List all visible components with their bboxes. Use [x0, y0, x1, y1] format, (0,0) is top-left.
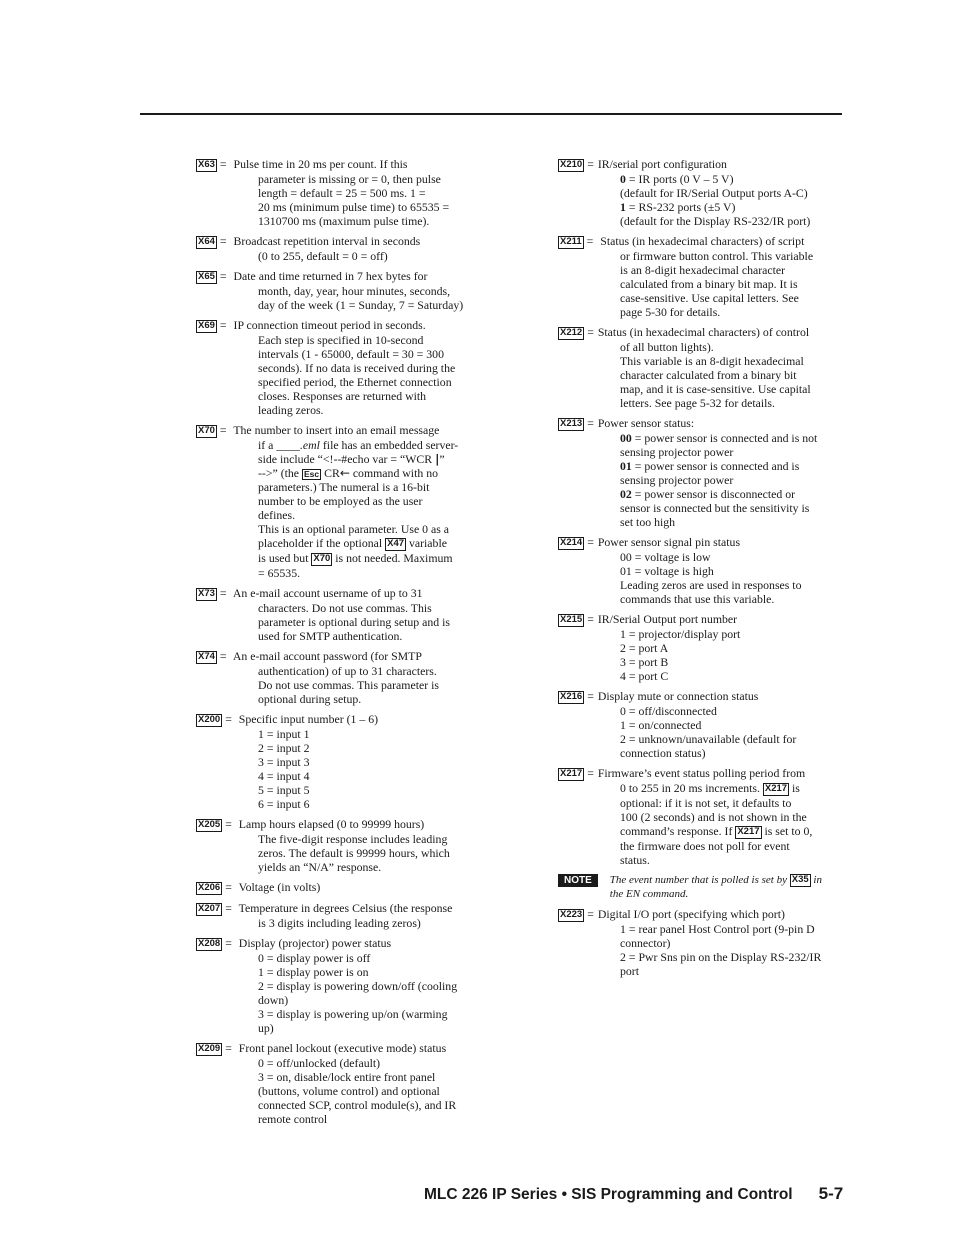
variable-tag: X69: [198, 320, 215, 331]
page-number: 5-7: [818, 1184, 844, 1203]
entry-x205: X205 = Lamp hours elapsed (0 to 99999 hours) The five-digit response includes leading zeros. The default is 99999 hours, which yields an “N/A” response.: [198, 817, 450, 874]
entry-x200: X200 = Specific input number (1 – 6) 1 = input 1 2 = input 2 3 = input 3 4 = input 4 5 = input 5 6 = input 6: [198, 712, 379, 811]
entry-x217: X217 = Firmware’s event status polling period from 0 to 255 in 20 ms increments. X217 is optional: if it is not set, it defaults to 100 (2 seconds) and is not shown in the command’s response. If X217 is set to 0, the firmware does not poll for event status.: [560, 766, 813, 867]
variable-tag: X217: [560, 768, 583, 779]
entry-x63: X63 = Pulse time in 20 ms per count. If this parameter is missing or = 0, then pulse length = default = 25 = 500 ms. 1 = 20 ms (minimum pulse time) to 65535 = 1310700 ms (maximum pulse time).: [198, 157, 450, 228]
variable-tag: X205: [198, 819, 221, 830]
variable-tag: X215: [560, 614, 583, 625]
entry-x73: X73 = An e-mail account username of up to 31 characters. Do not use commas. This parameter is optional during setup and is used for SMTP authentication.: [198, 586, 450, 643]
note: [558, 873, 842, 901]
variable-tag: X200: [198, 714, 221, 725]
variable-tag: X74: [198, 651, 215, 662]
carriage-return-arrow-icon: ←: [339, 466, 350, 480]
variable-tag: X212: [560, 327, 583, 338]
entry-x211: X211 = Status (in hexadecimal characters) of script or firmware button control. This variable is an 8-digit hexadecimal character calculated from a binary bit map. It is case-sensitive. Use capital letters. See page 5-30 for details.: [560, 234, 814, 319]
variable-tag: X70: [313, 553, 331, 564]
entry-x69: X69 = IP connection timeout period in seconds. Each step is specified in 10-second intervals (1 - 65000, default = 30 = 300 seconds). If no data is received during the specified period, the Ethernet connection closes. Responses are returned with leading zeros.: [198, 318, 456, 417]
entry-x215: X215 = IR/Serial Output port number 1 = projector/display port 2 = port A 3 = port B 4 = port C: [560, 612, 741, 683]
variable-tag: X223: [560, 909, 583, 920]
left-column: [196, 157, 486, 1132]
variable-tag: X73: [198, 588, 215, 599]
variable-tag: X70: [198, 425, 215, 436]
variable-tag: X216: [560, 691, 583, 702]
variable-tag: X211: [560, 236, 582, 247]
header-rule: [140, 113, 842, 115]
variable-tag: X63: [198, 159, 215, 170]
variable-tag: X217: [737, 826, 760, 837]
entry-x223: X223 = Digital I/O port (specifying which port) 1 = rear panel Host Control port (9-pin D connector) 2 = Pwr Sns pin on the Display RS-232/IR port: [560, 907, 822, 978]
entry-x70: X70 = The number to insert into an email message if a ____.eml file has an embedded server- side include “<!--#echo var = “WCR |” -->” (the Esc CR← command with no parameters.) The numeral is a 16-bit number to be employed as the user defines. This is an optional parameter. Use 0 as a placeholder if the optional X47 variable is used but X70 is not needed. Maximum = 65535.: [198, 423, 459, 580]
variable-tag: X47: [387, 538, 405, 549]
variable-tag: X213: [560, 418, 583, 429]
variable-tag: X65: [198, 271, 215, 282]
footer-title: MLC 226 IP Series • SIS Programming and Control: [424, 1186, 793, 1203]
note-text: The event number that is polled is set by X35 in the EN command.: [609, 874, 822, 900]
variable-tag: X208: [198, 938, 221, 949]
variable-tag: X217: [764, 783, 788, 794]
esc-key-icon: Esc: [304, 469, 320, 479]
pipe-symbol: |: [435, 452, 440, 466]
note-badge: NOTE: [558, 874, 598, 887]
entry-x64: X64 = Broadcast repetition interval in seconds (0 to 255, default = 0 = off): [198, 234, 421, 263]
entry-x216: X216 = Display mute or connection status 0 = off/disconnected 1 = on/connected 2 = unknown/unavailable (default for connection status): [560, 689, 797, 760]
entry-x208: X208 = Display (projector) power status 0 = display power is off 1 = display power is on 2 = display is powering down/off (cooling down) 3 = display is powering up/on (warming up): [198, 936, 458, 1035]
variable-tag: X207: [198, 903, 221, 914]
variable-tag: X214: [560, 537, 583, 548]
entry-x209: X209 = Front panel lockout (executive mode) status 0 = off/unlocked (default) 3 = on, disable/lock entire front panel (buttons, volume control) and optional connected SCP, control module(s), and IR remote control: [198, 1041, 457, 1126]
variable-tag: X206: [198, 882, 221, 893]
page-footer: [424, 1184, 843, 1204]
entry-x213: X213 = Power sensor status: 00 = power sensor is connected and is not sensing projector power 01 = power sensor is connected and is sensing projector power 02 = power sensor is disconnected or sensor is connected but the sensitivity is set too high: [560, 416, 818, 529]
right-column: [558, 157, 842, 984]
entry-x206: X206 = Voltage (in volts): [198, 880, 321, 894]
variable-tag: X35: [791, 874, 809, 885]
entry-x207: X207 = Temperature in degrees Celsius (the response is 3 digits including leading zeros): [198, 901, 453, 930]
entry-x210: X210 = IR/serial port configuration 0 = IR ports (0 V – 5 V) (default for IR/Serial Output ports A-C) 1 = RS-232 ports (±5 V) (default for the Display RS-232/IR port): [560, 157, 811, 228]
entry-x74: X74 = An e-mail account password (for SMTP authentication) of up to 31 characters. Do not use commas. This parameter is optional during setup.: [198, 649, 439, 706]
entry-x214: X214 = Power sensor signal pin status 00 = voltage is low 01 = voltage is high Leading zeros are used in responses to commands that use this variable.: [560, 535, 802, 606]
variable-tag: X210: [560, 159, 583, 170]
variable-tag: X64: [198, 236, 215, 247]
variable-tag: X209: [198, 1043, 221, 1054]
entry-x212: X212 = Status (in hexadecimal characters) of control of all button lights). This variable is an 8-digit hexadecimal character calculated from a binary bit map, and it is case-sensitive. Use capital letters. See page 5-32 for details.: [560, 325, 811, 410]
entry-x65: X65 = Date and time returned in 7 hex bytes for month, day, year, hour minutes, seconds, day of the week (1 = Sunday, 7 = Saturday): [198, 269, 464, 312]
